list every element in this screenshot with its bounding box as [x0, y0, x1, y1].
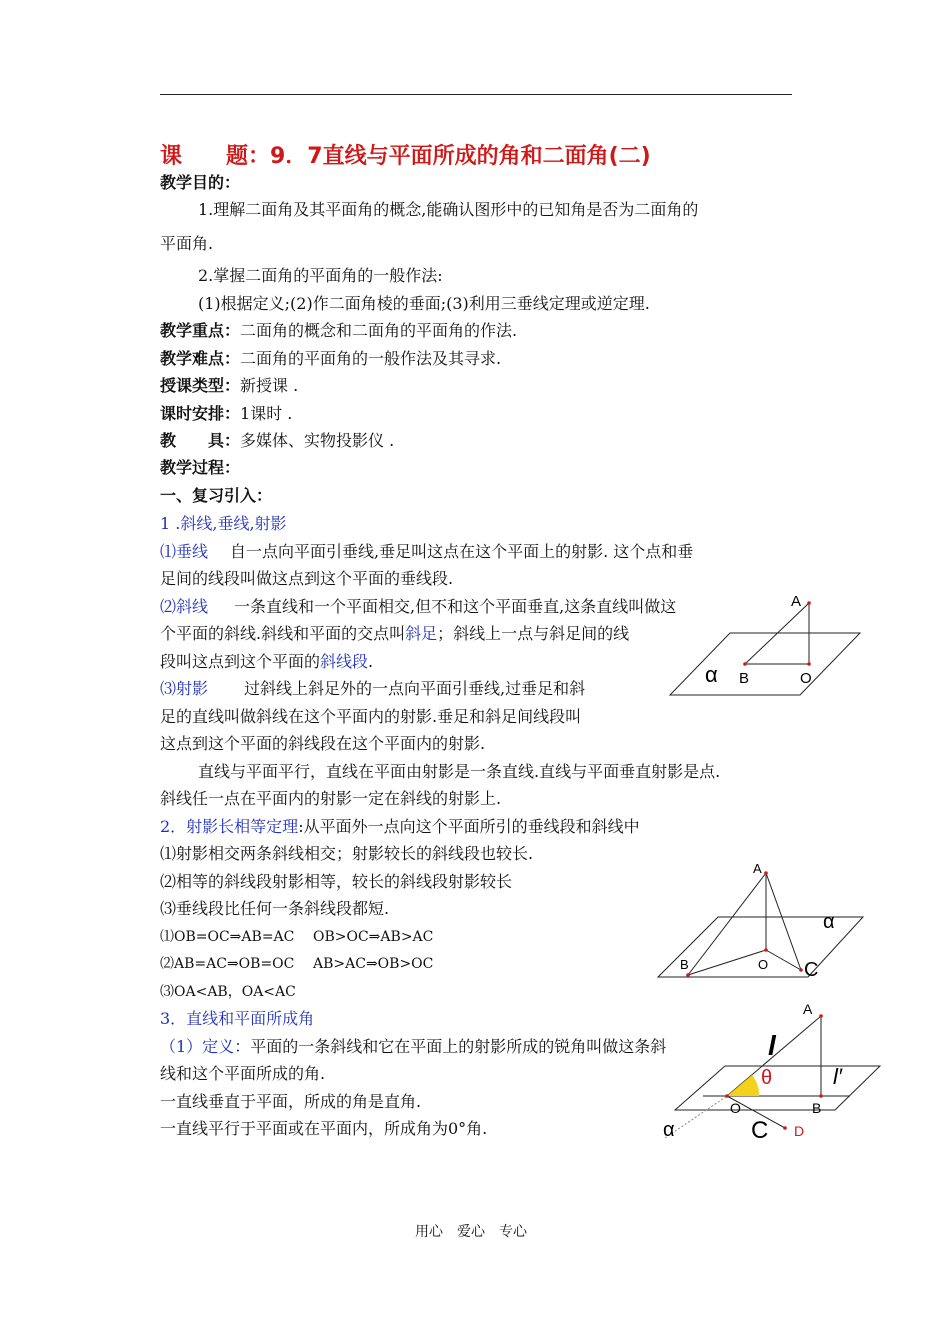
oblique-text-c1: 段叫这点到这个平面的: [160, 652, 321, 671]
definition-row: [160, 1037, 666, 1057]
projection-text-c: 这点到这个平面的斜线段在这个平面内的射影.: [160, 734, 486, 753]
label-B: B: [680, 957, 689, 972]
type-row: [160, 376, 298, 396]
definition-text-a: ：平面的一条斜线和它在平面上的射影所成的锐角叫做这条斜: [234, 1037, 667, 1056]
projection-text-a: 过斜线上斜足外的一点向平面引垂线,过垂足和斜: [244, 679, 586, 698]
label-B: B: [812, 1100, 822, 1116]
segment-OC: [766, 950, 801, 970]
label-O: O: [730, 1100, 741, 1116]
theorem-3: ⑶垂线段比任何一条斜线段都短.: [160, 899, 390, 918]
angle-theta-wedge: [727, 1075, 759, 1096]
section-1-heading: 一、复习引入：: [160, 486, 273, 505]
label-A: A: [791, 593, 802, 610]
point-O: [807, 662, 811, 666]
segment-AB: [688, 873, 769, 975]
label-C: C: [804, 959, 819, 981]
projection-text-b: 足的直线叫做斜线在这个平面内的射影.垂足和斜足间线段叫: [160, 707, 582, 726]
point-O: [764, 948, 768, 952]
oblique-para-c: [160, 652, 373, 672]
label-alpha: α: [663, 1119, 675, 1141]
label-l-prime: l′: [833, 1064, 843, 1089]
theorem-1: ⑴射影相交两条斜线相交；射影较长的斜线段也较长.: [160, 844, 534, 863]
point-A: [807, 601, 811, 605]
figure-equal-projections: [658, 855, 873, 990]
type-label: 授课类型：: [160, 376, 241, 395]
item-1-heading: 1 .斜线,垂线,射影: [160, 514, 287, 533]
definition-text-b: 线和这个平面所成的角.: [160, 1064, 326, 1083]
oblique-head: ⑵斜线: [160, 597, 209, 616]
lesson-title: 课 题：9．7直线与平面所成的角和二面角(二): [160, 144, 651, 169]
perpendicular-text-a: 自一点向平面引垂线,垂足叫这点在这个平面上的射影. 这个点和垂: [230, 542, 694, 561]
figure-line-plane-angle: [655, 998, 885, 1148]
plane-alpha: [675, 1066, 880, 1110]
parallel-text-b: 斜线任一点在平面内的射影一定在斜线的射影上.: [160, 789, 502, 808]
tools-row: [160, 431, 394, 451]
figure-projection: [670, 585, 870, 730]
oblique-text-b2: ；斜线上一点与斜足间的线: [437, 624, 630, 643]
difficulty-text: 二面角的平面角的一般作法及其寻求.: [240, 349, 502, 368]
label-l: l: [768, 1030, 776, 1061]
definition-head: （1）定义: [160, 1037, 235, 1056]
label-O: O: [800, 670, 812, 687]
parallel-text-a: 直线与平面平行，直线在平面由射影是一条直线.直线与平面垂直射影是点.: [198, 762, 721, 781]
perpendicular-angle-text: 一直线垂直于平面，所成的角是直角.: [160, 1092, 422, 1111]
key-row: [160, 321, 517, 341]
point-B: [819, 1094, 823, 1098]
item-3-heading: 3．直线和平面所成角: [160, 1009, 315, 1028]
oblique-text-c2: .: [368, 652, 374, 671]
label-D: D: [794, 1123, 805, 1139]
process-label: 教学过程：: [160, 458, 241, 477]
header-rule: [160, 94, 792, 95]
label-alpha: α: [823, 911, 835, 933]
page-footer: 用心 爱心 专心: [415, 1224, 527, 1240]
projection-head: ⑶射影: [160, 679, 209, 698]
segment-BO: [688, 950, 769, 975]
goal-1b: 平面角.: [160, 234, 214, 253]
perpendicular-para-a: [160, 542, 693, 562]
label-theta: θ: [761, 1067, 773, 1089]
item-2-text: :从平面外一点向这个平面所引的垂线段和斜线中: [298, 817, 640, 836]
key-text: 二面角的概念和二面角的平面角的作法.: [240, 321, 518, 340]
point-A: [764, 871, 768, 875]
point-B: [686, 973, 690, 977]
point-O: [725, 1094, 729, 1098]
label-C: C: [751, 1117, 769, 1144]
point-B: [743, 662, 747, 666]
label-O: O: [758, 957, 769, 972]
perpendicular-head: ⑴垂线: [160, 542, 209, 561]
oblique-para-b: [160, 624, 629, 644]
tools-label: 教 具：: [160, 431, 241, 450]
item-2-row: [160, 817, 640, 837]
goal-2: 2.掌握二面角的平面角的一般作法:: [198, 266, 443, 285]
key-label: 教学重点：: [160, 321, 241, 340]
point-D: [783, 1126, 787, 1130]
theorem-2: ⑵相等的斜线段射影相等，较长的斜线段射影较长: [160, 872, 513, 891]
time-row: [160, 404, 292, 424]
formula-2a: ⑵AB=AC⇒OB=OC: [160, 956, 295, 972]
goal-label: 教学目的：: [160, 173, 241, 192]
goal-1a: 1.理解二面角及其平面角的概念,能确认图形中的已知角是否为二面角的: [198, 200, 699, 219]
oblique-segment-term: 斜线段: [320, 652, 369, 671]
formula-1a: ⑴OB=OC⇒AB=AC: [160, 929, 295, 945]
oblique-text-b1: 个平面的斜线.斜线和平面的交点叫: [160, 624, 406, 643]
difficulty-row: [160, 349, 501, 369]
formula-3: ⑶OA<AB，OA<AC: [160, 984, 296, 1000]
oblique-foot-term: 斜足: [405, 624, 438, 643]
difficulty-label: 教学难点：: [160, 349, 241, 368]
formula-1b: OB>OC⇒AB>AC: [313, 929, 434, 945]
perpendicular-text-b: 足间的线段叫做这点到这个平面的垂线段.: [160, 569, 454, 588]
segment-AC: [766, 873, 801, 970]
label-alpha: α: [705, 662, 718, 687]
label-A: A: [753, 861, 762, 876]
projection-para-a: [160, 679, 585, 699]
label-A: A: [803, 1001, 813, 1017]
oblique-para-a: [160, 597, 676, 617]
time-label: 课时安排：: [160, 404, 241, 423]
time-text: 1课时 .: [240, 404, 293, 423]
parallel-angle-text: 一直线平行于平面或在平面内，所成角为0°角.: [160, 1119, 488, 1138]
oblique-text-a: 一条直线和一个平面相交,但不和这个平面垂直,这条直线叫做这: [234, 597, 677, 616]
type-text: 新授课 .: [240, 376, 299, 395]
tools-text: 多媒体、实物投影仪 .: [240, 431, 395, 450]
point-C: [799, 968, 803, 972]
formula-2b: AB>AC⇒OB>OC: [313, 956, 434, 972]
label-B: B: [739, 670, 750, 687]
point-A: [819, 1014, 823, 1018]
goal-2-sub: (1)根据定义;(2)作二面角棱的垂面;(3)利用三垂线定理或逆定理.: [198, 294, 650, 313]
item-2-heading: 2．射影长相等定理: [160, 817, 299, 836]
